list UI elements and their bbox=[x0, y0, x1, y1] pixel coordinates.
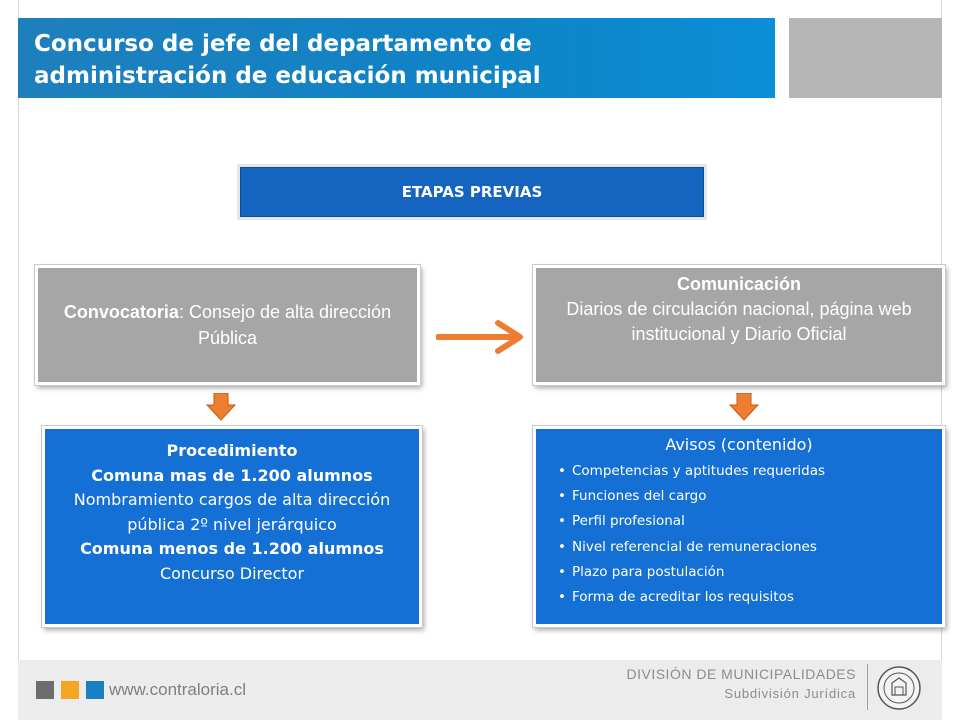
contraloria-seal-icon bbox=[876, 665, 922, 711]
bullet-icon: • bbox=[558, 589, 566, 606]
arrow-down-icon bbox=[729, 393, 759, 421]
title-line-1: Concurso de jefe del departamento de bbox=[34, 31, 532, 57]
convocatoria-text bbox=[48, 299, 407, 351]
footer-square-orange bbox=[61, 681, 79, 699]
footer-square-gray bbox=[36, 681, 54, 699]
list-item bbox=[558, 484, 932, 509]
avisos-box bbox=[533, 426, 945, 627]
etapas-previas-banner bbox=[240, 167, 704, 217]
comunicacion-box bbox=[533, 265, 945, 385]
bullet-icon: • bbox=[558, 538, 566, 555]
list-item bbox=[558, 560, 932, 585]
list-item bbox=[558, 585, 932, 610]
list-item bbox=[558, 459, 932, 484]
procedimiento-line-4: Concurso Director bbox=[159, 563, 305, 583]
arrow-down-icon bbox=[206, 393, 236, 421]
bullet-icon: • bbox=[558, 488, 566, 505]
comunicacion-heading: Comunicación bbox=[676, 274, 801, 294]
list-item-text: Funciones del cargo bbox=[572, 488, 707, 505]
division-title: DIVISIÓN DE MUNICIPALIDADES bbox=[626, 666, 856, 682]
footer-divider bbox=[867, 664, 868, 710]
bullet-icon: • bbox=[558, 463, 566, 479]
footer-square-blue bbox=[86, 681, 104, 699]
procedimiento-line-2: Nombramiento cargos de alta dirección pública 2º nivel jerárquico bbox=[73, 490, 391, 534]
title-line-2: administración de educación municipal bbox=[34, 63, 541, 89]
convocatoria-detail: : Consejo de alta dirección Pública bbox=[178, 302, 392, 348]
list-item-text: Forma de acreditar los requisitos bbox=[572, 589, 794, 606]
etapas-label: ETAPAS PREVIAS bbox=[401, 183, 543, 201]
comunicacion-body: Diarios de circulación nacional, página web institucional y Diario Oficial bbox=[566, 299, 912, 344]
page-title bbox=[34, 28, 759, 92]
list-item bbox=[558, 509, 932, 534]
list-item-text: Plazo para postulación bbox=[572, 563, 725, 580]
procedimiento-heading: Procedimiento bbox=[166, 441, 298, 460]
convocatoria-heading: Convocatoria bbox=[63, 302, 179, 322]
bullet-icon: • bbox=[558, 563, 566, 580]
list-item-text: Nivel referencial de remuneraciones bbox=[572, 538, 817, 555]
avisos-heading: Avisos (contenido) bbox=[665, 435, 813, 454]
procedimiento-box bbox=[42, 426, 422, 627]
avisos-list bbox=[546, 459, 932, 610]
convocatoria-box bbox=[35, 265, 420, 385]
arrow-right-icon bbox=[436, 320, 526, 354]
division-subtitle: Subdivisión Jurídica bbox=[724, 686, 856, 701]
title-accent-block bbox=[789, 18, 942, 98]
list-item-text: Perfil profesional bbox=[572, 513, 685, 530]
procedimiento-line-3: Comuna menos de 1.200 alumnos bbox=[80, 539, 384, 558]
list-item-text: Competencias y aptitudes requeridas bbox=[572, 463, 826, 479]
list-item bbox=[558, 535, 932, 560]
website-link[interactable]: www.contraloria.cl bbox=[109, 680, 246, 699]
title-bar bbox=[18, 18, 775, 98]
procedimiento-line-1: Comuna mas de 1.200 alumnos bbox=[91, 465, 373, 485]
bullet-icon: • bbox=[558, 513, 566, 530]
